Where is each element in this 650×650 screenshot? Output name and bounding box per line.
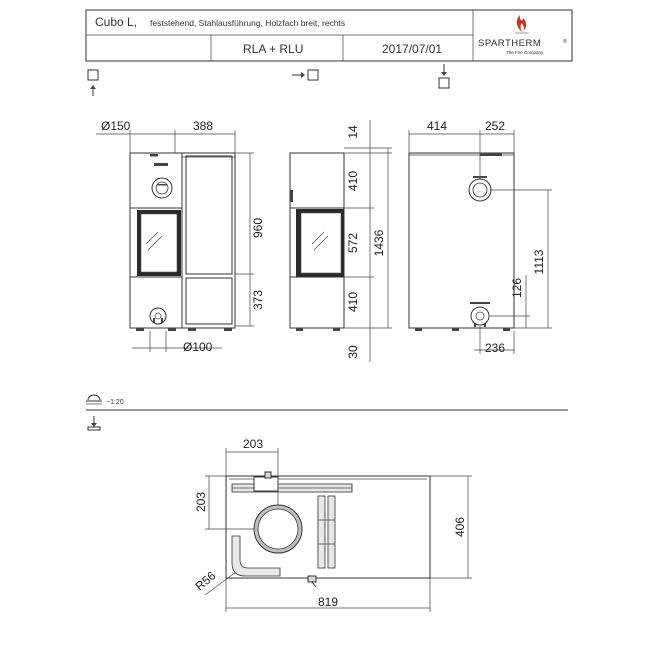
dim-total-height: 1436 [372,229,386,257]
dim-plan-depth: 406 [453,516,467,538]
side-view [290,120,392,362]
brand-registered-mark: ® [563,39,567,45]
variant-label: RLA + RLU [243,42,304,56]
product-name: Cubo L, [95,15,138,29]
dim-base-height: 30 [346,345,360,359]
dim-rear-width-left: 414 [427,119,448,133]
view-symbol-rear [439,64,449,88]
dim-outlet-height: 1113 [532,249,546,275]
drawing-date: 2017/07/01 [382,42,443,56]
dim-side-upper: 410 [346,170,360,192]
view-symbol-top [88,416,100,430]
dim-inlet-offset: 236 [485,341,506,355]
dim-rear-width-right: 252 [485,119,506,133]
dim-side-glass: 572 [346,232,360,254]
scale-indicator [86,395,124,406]
dim-outlet-diameter: Ø150 [101,119,131,133]
brand-flame-logo [515,15,529,33]
dim-inlet-diameter: Ø100 [183,340,213,354]
dim-inlet-height: 126 [510,277,524,299]
side-firebox-glass [296,209,344,277]
firebox-glass [137,210,181,276]
dim-plan-offset-x: 203 [243,437,264,451]
front-view [96,119,265,354]
view-symbol-side [292,70,318,80]
rear-view [409,119,552,355]
scale-label: ~1:20 [106,399,124,406]
dim-front-width: 388 [193,119,214,133]
dim-plan-radius: R56 [192,568,219,594]
brand-name: SPARTHERM [478,38,542,49]
brand-tagline: The Fire Company [506,50,544,55]
dim-top-offset: 14 [346,125,360,139]
dim-plan-offset-y: 203 [194,491,208,513]
product-description: feststehend, Stahlausführung, Holzfach breit, rechts [150,18,346,28]
plan-view [192,437,472,612]
title-block [86,10,572,61]
dim-lower-height: 373 [251,289,265,311]
plan-firebox-circle [254,505,302,553]
dim-side-lower: 410 [346,291,360,313]
view-symbol-front [88,70,98,96]
dim-plan-total-width: 819 [318,595,339,609]
dim-wood-bay-height: 960 [251,217,265,239]
